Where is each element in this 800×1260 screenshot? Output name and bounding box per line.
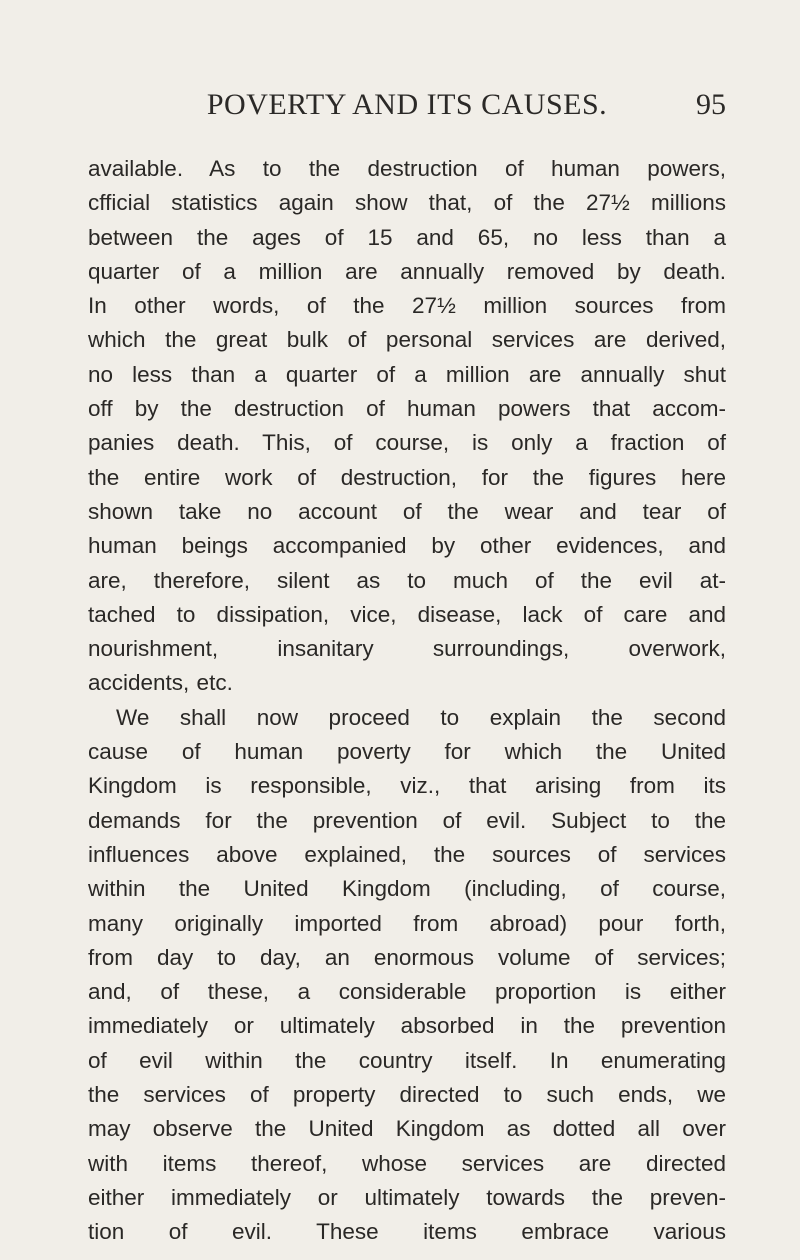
text-line: cfficial statistics again show that, of the 27½ millions <box>88 190 726 216</box>
text-line: may observe the United Kingdom as dotted all over <box>88 1116 726 1142</box>
text-line: quarter of a million are annually removed by death. <box>88 258 726 284</box>
text-line: accidents, etc. <box>88 670 233 696</box>
text-line: many originally imported from abroad) pour forth, <box>88 910 726 936</box>
running-title: POVERTY AND ITS CAUSES. <box>206 88 608 121</box>
text-line: the entire work of destruction, for the figures here <box>88 464 726 490</box>
text-line: of evil within the country itself. In enumerating <box>88 1047 726 1073</box>
text-line: which the great bulk of personal services are derived, <box>88 327 726 353</box>
text-line: tached to dissipation, vice, disease, lack of care and <box>88 601 726 627</box>
text-line: and, of these, a considerable proportion is either <box>88 979 726 1005</box>
text-line: influences above explained, the sources of services <box>88 841 726 867</box>
text-line: shown take no account of the wear and tear of <box>88 498 726 524</box>
text-line: cause of human poverty for which the United <box>88 739 726 765</box>
page-number: 95 <box>696 88 726 121</box>
paragraph-first-line: We shall now proceed to explain the second <box>116 704 726 730</box>
text-line: between the ages of 15 and 65, no less than a <box>88 224 726 250</box>
text-line: immediately or ultimately absorbed in the prevention <box>88 1013 726 1039</box>
text-line: no less than a quarter of a million are annually shut <box>88 361 726 387</box>
text-line: either immediately or ultimately towards the preven- <box>88 1184 726 1210</box>
text-line: human beings accompanied by other evidences, and <box>88 533 726 559</box>
text-line: off by the destruction of human powers that accom- <box>88 396 726 422</box>
text-line: with items thereof, whose services are directed <box>88 1150 726 1176</box>
text-line: nourishment, insanitary surroundings, overwork, <box>88 636 726 662</box>
text-line: Kingdom is responsible, viz., that arising from its <box>88 773 726 799</box>
running-head <box>88 88 726 128</box>
text-line: are, therefore, silent as to much of the evil at- <box>88 567 726 593</box>
text-line: available. As to the destruction of human powers, <box>88 156 726 181</box>
text-line: from day to day, an enormous volume of services; <box>88 944 726 970</box>
text-line: tion of evil. These items embrace various <box>88 1219 726 1245</box>
text-line: In other words, of the 27½ million sources from <box>88 293 726 319</box>
text-line: panies death. This, of course, is only a fraction of <box>88 430 726 456</box>
body-text <box>88 152 726 1250</box>
text-line: demands for the prevention of evil. Subject to the <box>88 807 726 833</box>
text-line: within the United Kingdom (including, of course, <box>88 876 726 902</box>
text-line: the services of property directed to such ends, we <box>88 1082 726 1108</box>
